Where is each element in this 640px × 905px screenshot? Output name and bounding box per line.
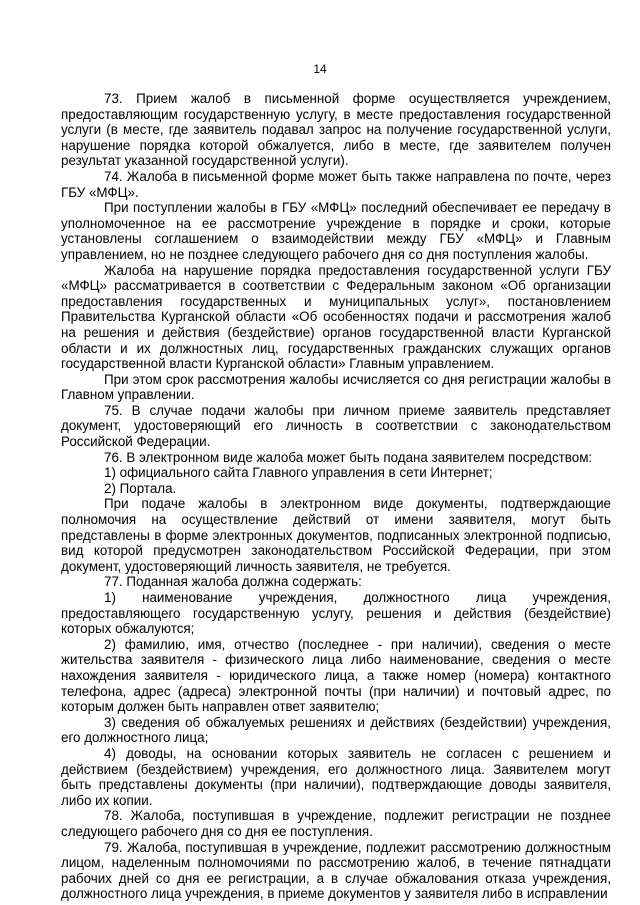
- paragraph-electronic-docs: При подаче жалобы в электронном виде документы, подтверждающие полномочия на осуществление действий от имени заявителя, могут быть представлены в форме электронных документов, подписанных электронной подписью, вид которой предусмотрен законодательством Российской Федерации, при этом документ, удостоверяющий личность заявителя, не требуется.: [61, 496, 611, 574]
- paragraph-mfc-transfer: При поступлении жалобы в ГБУ «МФЦ» последний обеспечивает ее передачу в уполномоченное на ее рассмотрение учреждение в порядке и сроки, которые установлены соглашением о взаимодействии между ГБУ «МФЦ» и Главным управлением, но не позднее следующего рабочего дня со дня поступления жалобы.: [61, 200, 611, 262]
- page-number: 14: [313, 62, 327, 76]
- paragraph-76: 76. В электронном виде жалоба может быть подана заявителем посредством:: [104, 449, 593, 465]
- paragraph-78: 78. Жалоба, поступившая в учреждение, подлежит регистрации не позднее следующего рабочего дня со дня ее поступления.: [61, 808, 611, 839]
- paragraph-74: 74. Жалоба в письменной форме может быть также направлена по почте, через ГБУ «МФЦ».: [61, 168, 611, 200]
- list-item-77-2: 2) фамилию, имя, отчество (последнее - при наличии), сведения о месте жительства заявителя - физического лица либо наименование, сведения о месте нахождения заявителя - юридического лица, а также номер (номера) контактного телефона, адрес (адреса) электронной почты (при наличии) и почтовый адрес, по которым должен быть направлен ответ заявителю;: [61, 636, 611, 715]
- paragraph-79: 79. Жалоба, поступившая в учреждение, подлежит рассмотрению должностным лицом, наделенным полномочиями по рассмотрению жалоб, в течение пятнадцати рабочих дней со дня ее регистрации, а в случае обжалования отказа учреждения, должностного лица учреждения, в приеме документов у заявителя либо в исправлении: [61, 839, 611, 902]
- paragraph-75: 75. В случае подачи жалобы при личном приеме заявитель представляет документ, удостоверяющий его личность в соответствии с законодательством Российской Федерации.: [61, 402, 611, 450]
- paragraph-mfc-complaint: Жалоба на нарушение порядка предоставления государственной услуги ГБУ «МФЦ» рассматривается в соответствии с Федеральным законом «Об организации предоставления государственных и муниципальных услуг», постановлением Правительства Курганской области «Об особенностях подачи и рассмотрения жалоб на решения и действия (бездействие) органов государственной власти Курганской области и их должностных лиц, государственных гражданских служащих органов государственной власти Курганской области» Главным управлением.: [61, 262, 611, 372]
- document-body: [61, 91, 611, 902]
- paragraph-73: 73. Прием жалоб в письменной форме осуществляется учреждением, предоставляющим государственную услугу, в месте предоставления государственной услуги (в месте, где заявитель подавал запрос на получение государственной услуги, нарушение порядка которой обжалуется, либо в месте, где заявителем получен результат указанной государственной услуги).: [61, 91, 611, 169]
- list-item-77-1: 1) наименование учреждения, должностного лица учреждения, предоставляющего государственную услугу, решения и действия (бездействие) которых обжалуются;: [61, 590, 611, 637]
- paragraph-77: 77. Поданная жалоба должна содержать:: [104, 574, 362, 590]
- list-item-76-1: 1) официального сайта Главного управления в сети Интернет;: [104, 465, 493, 481]
- list-item-77-3: 3) сведения об обжалуемых решениях и действиях (бездействии) учреждения, его должностного лица;: [61, 714, 611, 746]
- list-item-77-4: 4) доводы, на основании которых заявитель не согласен с решением и действием (бездействием) учреждения, его должностного лица. Заявителем могут быть представлены документы (при наличии), подтверждающие доводы заявителя, либо их копии.: [61, 745, 611, 808]
- paragraph-review-term: При этом срок рассмотрения жалобы исчисляется со дня регистрации жалобы в Главном управлении.: [61, 371, 611, 403]
- list-item-76-2: 2) Портала.: [104, 480, 177, 496]
